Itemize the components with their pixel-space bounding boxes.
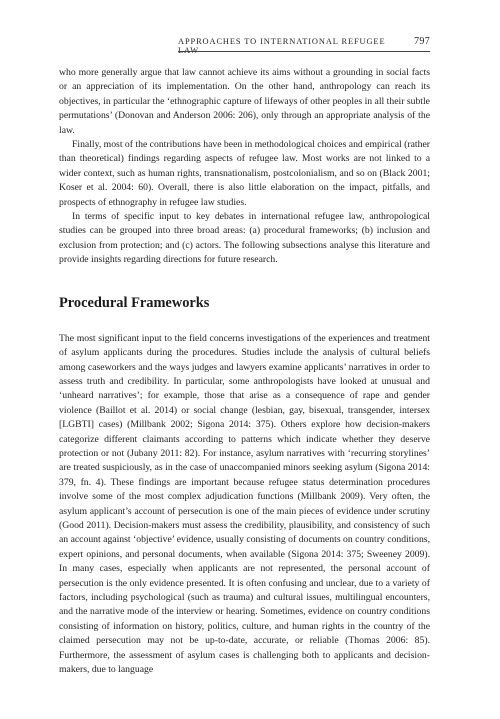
paragraph-contributions: Finally, most of the contributions have been in methodological choices and empirical (rather than theoretical) findings regarding aspects of refugee law. Most works are not linked to a wider context, such as human rights, transnationalism, postcolonialism, and so on (Black 2001; Koser et al. 2004: 60). Overall, there is also little elaboration on the impact, pitfalls, and prospects of ethnography in refugee law studies. (59, 139, 430, 208)
running-head-title: APPROACHES TO INTERNATIONAL REFUGEE LAW (178, 37, 386, 55)
page-number: 797 (414, 36, 430, 47)
paragraph-key-debates: In terms of specific input to key debates in international refugee law, anthropological studies can be grouped into three broad areas: (a) procedural frameworks; (b) inclusion and exclusion from protection; and (c) actors. The following subsections analyse this literature and provide insights regarding directions for future research. (59, 211, 430, 266)
page-body (59, 66, 430, 677)
section-heading: Procedural Frameworks (59, 294, 210, 311)
header-rule (178, 51, 430, 52)
paragraph-procedural-frameworks: The most significant input to the field concerns investigations of the experiences and treatment of asylum applicants during the procedures. Studies include the analysis of cultural beliefs among caseworkers and the ways judges and lawyers examine applicants’ narratives in order to assess truth and credibility. In particular, some anthropologists have looked at unusual and ‘unheard narratives’; for example, those that arise as a consequence of rape and gender violence (Baillot et al. 2014) or social change (lesbian, gay, bisexual, transgender, intersex [LGBTI] cases) (Millbank 2002; Sigona 2014: 375). Others explore how decision-makers categorize different claimants according to patterns which indicate whether they deserve protection or not (Jubany 2011: 82). For instance, asylum narratives with ‘recurring storylines’ are treated suspiciously, as in the case of unaccompanied minors seeking asylum (Sigona 2014: 379, fn. 4). These findings are important because refugee status determination procedures involve some of the most complex adjudication functions (Millbank 2009). Very often, the asylum applicant’s account of persecution is one of the main pieces of evidence under scrutiny (Good 2011). Decision-makers must assess the credibility, plausibility, and consistency of such an account against ‘objective’ evidence, usually consisting of documents on country conditions, expert opinions, and personal documents, when available (Sigona 2014: 375; Sweeney 2009). In many cases, especially when applicants are not represented, the personal account of persecution is the only evidence presented. It is often confusing and unclear, due to a variety of factors, including psychological (such as trauma) and cultural issues, multilingual encounters, and the narrative mode of the interview or hearing. Sometimes, evidence on country conditions consisting of information on history, politics, culture, and human rights in the country of the claimed persecution may not be up-to-date, accurate, or reliable (Thomas 2006: 85). Furthermore, the assessment of asylum cases is challenging both to applicants and decision-makers, due to language (59, 332, 430, 676)
paragraph-continuation: who more generally argue that law cannot achieve its aims without a grounding in social facts or an appreciation of its implementation. On the other hand, anthropology can reach its objectives, in particular the ‘ethnographic capture of lifeways of other peoples in all their subtle permutations’ (Donovan and Anderson 2006: 206), only through an appropriate analysis of the law. (59, 67, 430, 136)
running-head (178, 36, 430, 55)
